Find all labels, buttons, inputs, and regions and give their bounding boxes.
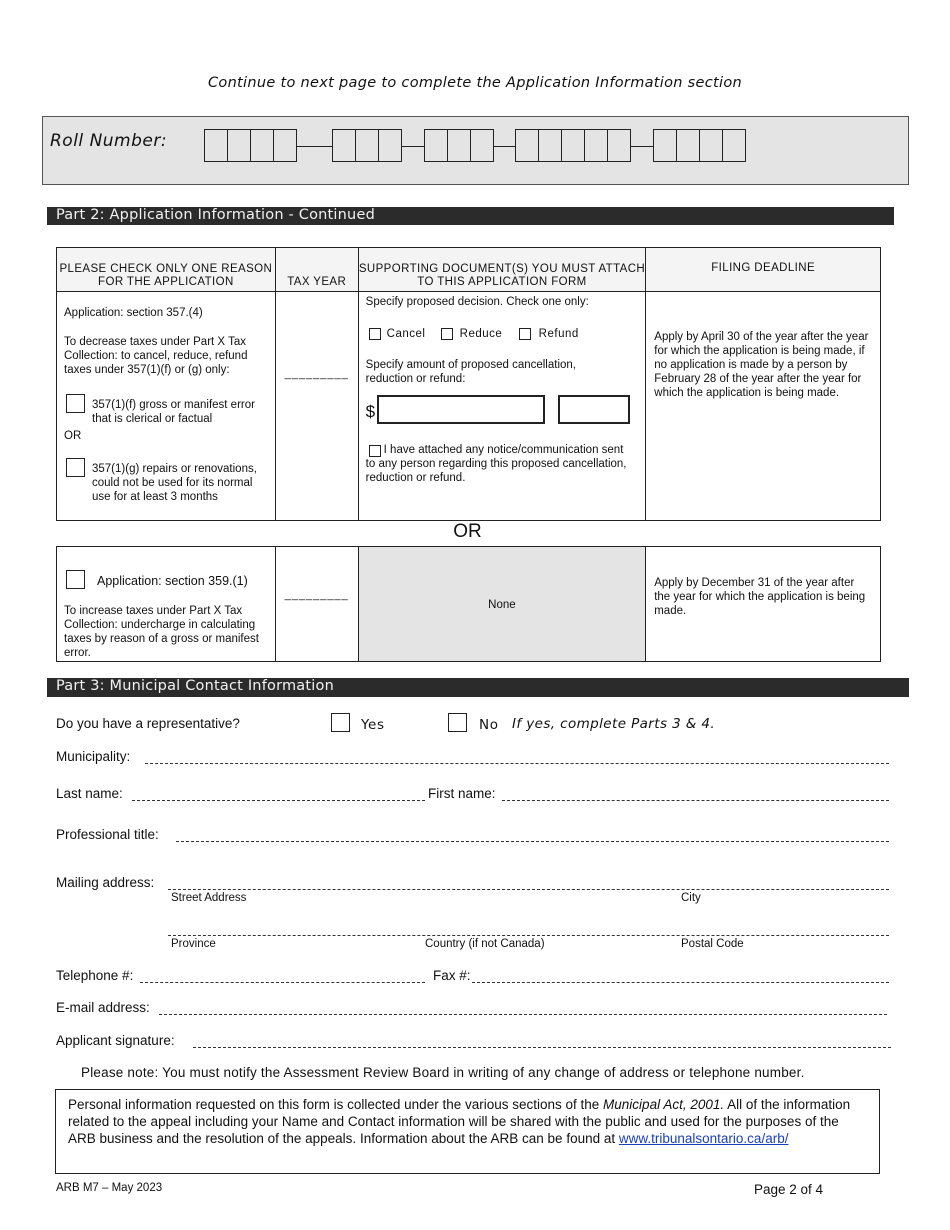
checkbox-357-f[interactable]	[66, 394, 85, 413]
opt-357-g-label: 357(1)(g) repairs or renovations, could not be used for its normal use for at least 3 months	[92, 463, 257, 503]
checkbox-cancel[interactable]	[369, 328, 381, 340]
col-reason-header: PLEASE CHECK ONLY ONE REASON FOR THE APPLICATION	[57, 248, 276, 292]
part3-header: Part 3: Municipal Contact Information	[47, 678, 909, 697]
reason-cell	[57, 292, 276, 521]
documents-359-cell	[358, 547, 646, 662]
email-field[interactable]	[159, 1014, 887, 1015]
documents-cell	[358, 292, 646, 521]
col-documents-header: SUPPORTING DOCUMENT(S) YOU MUST ATTACH TO THIS APPLICATION FORM	[358, 248, 646, 292]
roll-digit-box[interactable]	[204, 129, 228, 162]
first-name-field[interactable]	[502, 800, 889, 801]
specify-amount-label: Specify amount of proposed cancellation, reduction or refund:	[365, 359, 576, 385]
roll-separator	[297, 146, 332, 147]
privacy-text-1: Personal information requested on this form is collected under the various sections of the	[68, 1097, 604, 1112]
roll-separator	[402, 146, 424, 147]
tax-year-359-blank: _________	[284, 589, 349, 601]
col-tax-year-header: TAX YEAR	[275, 248, 358, 292]
country-sublabel: Country (if not Canada)	[425, 938, 545, 950]
cancel-label: Cancel	[386, 328, 426, 340]
roll-digit-box[interactable]	[676, 129, 700, 162]
fax-label: Fax #:	[433, 968, 471, 983]
roll-digit-box[interactable]	[447, 129, 471, 162]
dollar-sign: $	[365, 402, 376, 421]
app-359-desc: To increase taxes under Part X Tax Collection: undercharge in calculating taxes by reason of a gross or manifest error.	[64, 605, 259, 659]
application-359-table	[56, 546, 881, 662]
first-name-label: First name:	[428, 786, 496, 801]
roll-digit-box[interactable]	[355, 129, 379, 162]
part2-header: Part 2: Application Information - Continued	[47, 207, 894, 225]
rep-note: If yes, complete Parts 3 & 4.	[512, 716, 716, 732]
roll-digit-box[interactable]	[538, 129, 562, 162]
amount-dollars-input[interactable]	[377, 395, 545, 424]
checkbox-refund[interactable]	[519, 328, 531, 340]
roll-separator	[631, 146, 653, 147]
form-id: ARB M7 – May 2023	[56, 1182, 163, 1194]
rep-yes-label: Yes	[361, 717, 385, 733]
province-country-postal-field[interactable]	[168, 935, 889, 936]
roll-digit-box[interactable]	[561, 129, 585, 162]
roll-digit-box[interactable]	[470, 129, 494, 162]
street-city-field[interactable]	[168, 889, 889, 890]
opt-357-f-label: 357(1)(f) gross or manifest error that is clerical or factual	[92, 399, 255, 425]
deadline-357-text: Apply by April 30 of the year after the year for which the application is being made, if no application is made by a person by February 28 of the year after the year for which the application is being made.	[654, 331, 869, 399]
street-sublabel: Street Address	[171, 892, 247, 904]
fax-field[interactable]	[472, 982, 889, 983]
arb-website-link[interactable]: www.tribunalsontario.ca/arb/	[618, 1131, 789, 1146]
col-deadline-header: FILING DEADLINE	[646, 248, 881, 292]
telephone-field[interactable]	[140, 982, 425, 983]
roll-digit-box[interactable]	[515, 129, 539, 162]
roll-digit-box[interactable]	[699, 129, 723, 162]
checkbox-rep-yes[interactable]	[331, 713, 350, 732]
postal-sublabel: Postal Code	[681, 938, 744, 950]
roll-digit-box[interactable]	[607, 129, 631, 162]
or-separator: OR	[453, 521, 482, 542]
deadline-359-cell	[646, 547, 881, 662]
rep-no-label: No	[479, 717, 499, 733]
email-label: E-mail address:	[56, 1000, 150, 1015]
roll-digit-box[interactable]	[273, 129, 297, 162]
app-357-desc: To decrease taxes under Part X Tax Collection: to cancel, reduce, refund taxes under 357(1)(f) or (g) only:	[64, 336, 248, 376]
privacy-text-2: All of the information related to the appeal including your Name and Contact information will be shared with the public and used for the purposes of the ARB business and the resolution of the appeals. Information about the ARB can be found at	[68, 1097, 851, 1146]
city-sublabel: City	[681, 892, 701, 904]
municipality-label: Municipality:	[56, 749, 131, 764]
reason-359-cell	[57, 547, 276, 662]
last-name-label: Last name:	[56, 786, 123, 801]
roll-digit-box[interactable]	[722, 129, 746, 162]
roll-separator	[494, 146, 515, 147]
last-name-field[interactable]	[132, 800, 425, 801]
municipality-field[interactable]	[145, 763, 889, 764]
reduce-label: Reduce	[459, 328, 503, 340]
signature-field[interactable]	[193, 1047, 891, 1048]
tax-year-cell[interactable]	[275, 292, 358, 521]
deadline-359-text: Apply by December 31 of the year after the year for which the application is being made.	[654, 577, 866, 617]
specify-decision-label: Specify proposed decision. Check one only:	[365, 296, 589, 308]
roll-digit-box[interactable]	[424, 129, 448, 162]
signature-label: Applicant signature:	[56, 1033, 175, 1048]
checkbox-rep-no[interactable]	[448, 713, 467, 732]
roll-number-label: Roll Number:	[50, 131, 168, 151]
documents-none: None	[488, 599, 516, 611]
tax-year-359-cell[interactable]	[275, 547, 358, 662]
deadline-cell	[646, 292, 881, 521]
prof-title-label: Professional title:	[56, 827, 159, 842]
telephone-label: Telephone #:	[56, 968, 134, 983]
change-notice: Please note: You must notify the Assessment Review Board in writing of any change of address or telephone number.	[81, 1065, 805, 1080]
application-table	[56, 247, 881, 521]
roll-digit-box[interactable]	[250, 129, 274, 162]
mailing-address-label: Mailing address:	[56, 875, 155, 890]
privacy-act: Municipal Act, 2001.	[603, 1097, 725, 1112]
tax-year-blank: _________	[284, 368, 349, 380]
prof-title-field[interactable]	[176, 841, 889, 842]
amount-cents-input[interactable]	[558, 395, 630, 424]
refund-label: Refund	[538, 328, 579, 340]
app-359-title: Application: section 359.(1)	[97, 574, 248, 588]
roll-digit-box[interactable]	[227, 129, 251, 162]
attached-notice-label: I have attached any notice/communication sent to any person regarding this proposed cancellation, reduction or refund.	[365, 444, 627, 484]
checkbox-reduce[interactable]	[441, 328, 453, 340]
checkbox-359[interactable]	[66, 570, 85, 589]
page-number: Page 2 of 4	[754, 1182, 824, 1197]
checkbox-357-g[interactable]	[66, 458, 85, 477]
continue-note: Continue to next page to complete the Application Information section	[207, 75, 743, 91]
or-small-label: OR	[64, 430, 82, 442]
app-357-title: Application: section 357.(4)	[64, 307, 203, 319]
roll-digit-box[interactable]	[584, 129, 608, 162]
privacy-notice	[55, 1089, 880, 1174]
roll-digit-box[interactable]	[653, 129, 677, 162]
rep-question: Do you have a representative?	[56, 716, 240, 731]
province-sublabel: Province	[171, 938, 216, 950]
roll-digit-box[interactable]	[378, 129, 402, 162]
roll-digit-box[interactable]	[332, 129, 356, 162]
